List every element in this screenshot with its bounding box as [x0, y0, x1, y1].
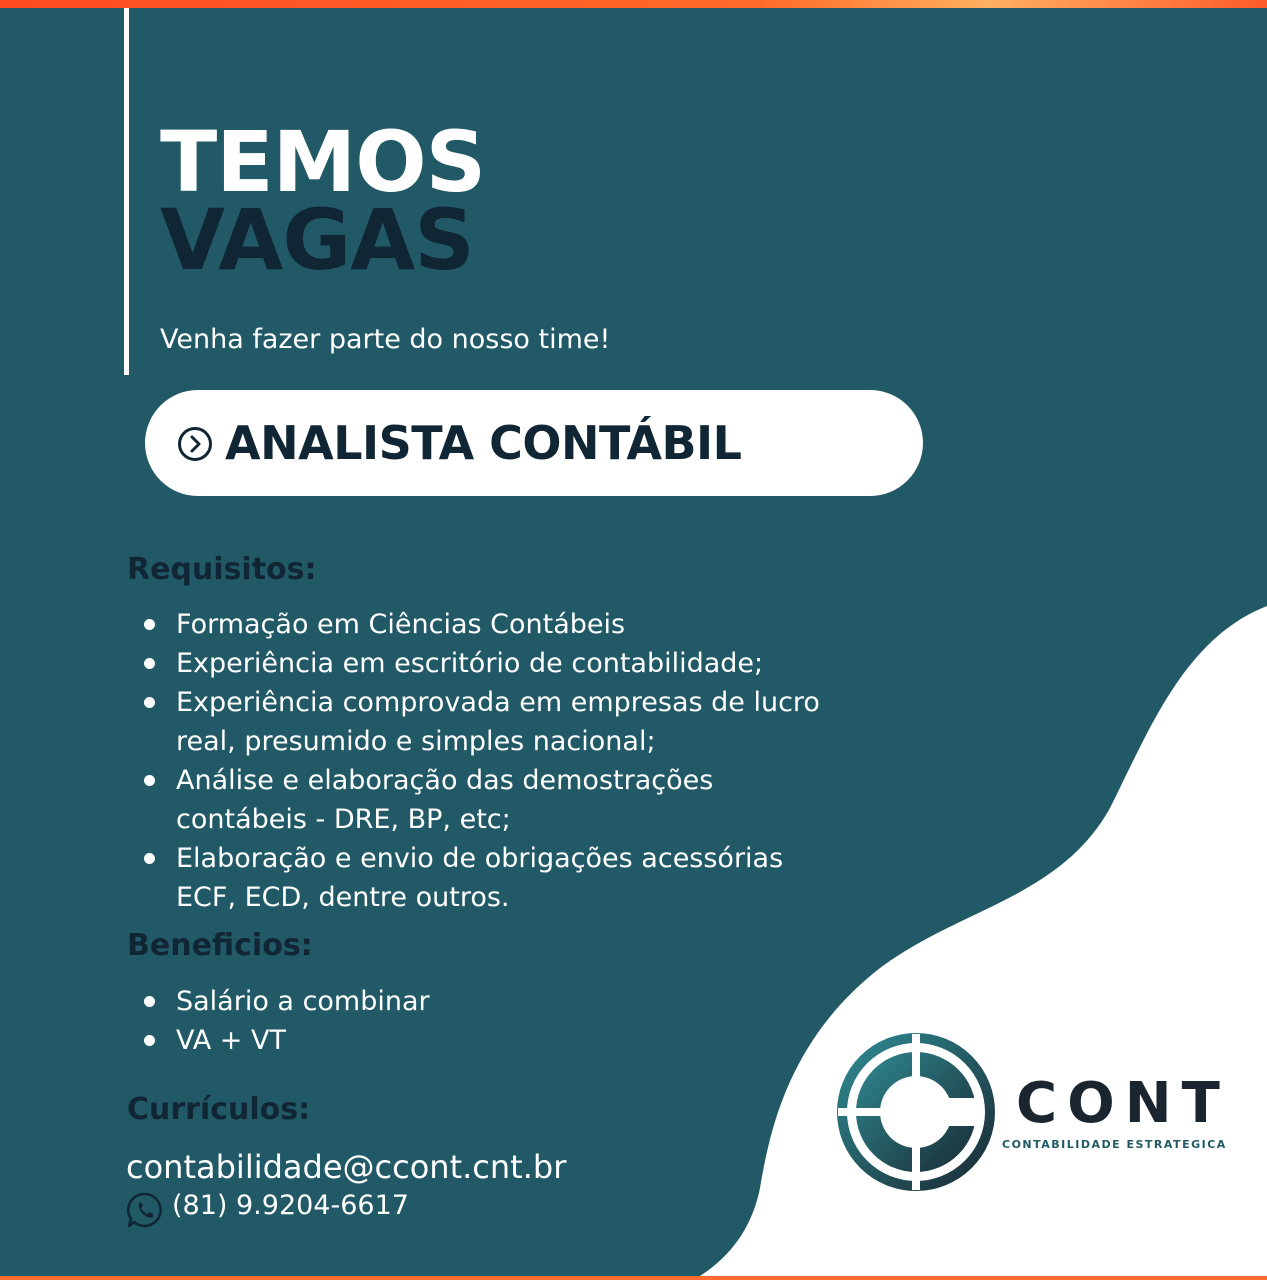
chevron-right-circle-icon — [177, 426, 213, 462]
subtitle: Venha fazer parte do nosso time! — [160, 324, 611, 355]
bottom-accent-bar — [0, 1276, 1267, 1280]
list-item-text: VA + VT — [176, 1025, 286, 1056]
list-item-text: Experiência comprovada em empresas de lucro — [176, 687, 820, 718]
list-item-text: Formação em Ciências Contábeis — [176, 609, 626, 640]
list-item-text: contábeis - DRE, BP, etc; — [176, 804, 511, 835]
job-title: ANALISTA CONTÁBIL — [225, 416, 742, 470]
phone-number: (81) 9.9204-6617 — [172, 1190, 409, 1221]
list-item-text: Salário a combinar — [176, 986, 430, 1017]
list-item-text: Experiência em escritório de contabilidade; — [176, 648, 764, 679]
job-title-pill — [145, 390, 923, 496]
list-item-text: ECF, ECD, dentre outros. — [176, 882, 510, 913]
benefits-heading: Beneficios: — [127, 928, 313, 963]
list-item — [130, 605, 820, 644]
list-item-text: real, presumido e simples nacional; — [176, 726, 656, 757]
list-item — [130, 1021, 430, 1060]
contact-email[interactable]: contabilidade@ccont.cnt.br — [126, 1148, 567, 1186]
benefits-list — [130, 982, 430, 1060]
list-item — [130, 982, 430, 1021]
title-accent-line — [124, 8, 129, 375]
whatsapp-icon — [126, 1191, 164, 1229]
list-item — [130, 683, 820, 761]
headline-line-2: VAGAS — [160, 191, 474, 289]
job-ad-card — [0, 8, 1267, 1276]
company-logo — [836, 1032, 1246, 1192]
headline-line-1: TEMOS — [160, 113, 486, 211]
list-item — [130, 761, 820, 839]
requirements-list — [130, 605, 820, 917]
list-item — [130, 644, 820, 683]
logo-tagline: CONTABILIDADE ESTRATEGICA — [1002, 1138, 1227, 1151]
list-item — [130, 839, 820, 917]
list-item-text: Elaboração e envio de obrigações acessórias — [176, 843, 784, 874]
top-accent-bar — [0, 0, 1267, 8]
list-item-text: Análise e elaboração das demostrações — [176, 765, 714, 796]
resumes-heading: Currículos: — [127, 1092, 311, 1127]
logo-name: CONT — [1016, 1071, 1230, 1136]
requirements-heading: Requisitos: — [127, 552, 317, 587]
company-logo-mark — [836, 1032, 996, 1192]
